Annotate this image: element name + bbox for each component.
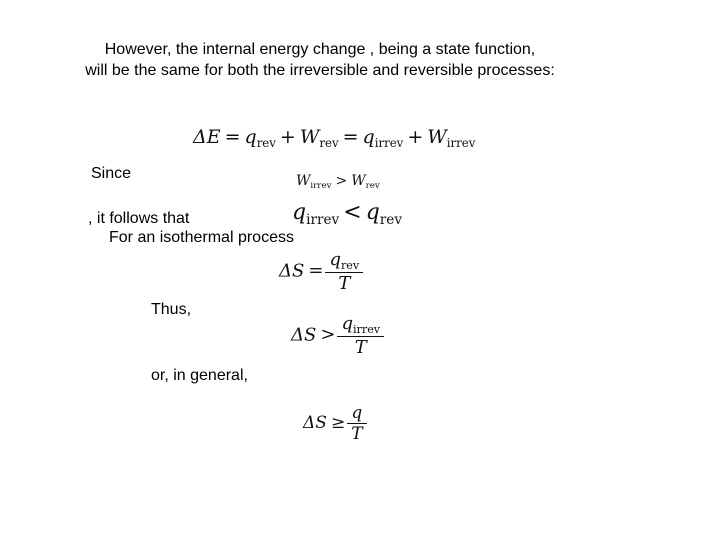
q-rev: q: [365, 200, 380, 225]
w-rev: W: [299, 126, 320, 148]
intro-line-1: However, the internal energy change , being a state function,: [104, 41, 536, 58]
entropy-reversible-equation: [279, 249, 361, 294]
temperature: T: [354, 336, 367, 358]
q-irrev-subscript: irrev: [374, 136, 404, 151]
denominator: [337, 336, 384, 358]
delta-s: ΔS: [279, 260, 305, 282]
w-irrev: W: [427, 126, 447, 148]
fraction: [349, 403, 364, 444]
q-irrev: q: [362, 126, 375, 148]
greater-than-sign: >: [335, 173, 348, 189]
numerator: [339, 313, 382, 336]
equals-sign: =: [224, 126, 241, 148]
intro-line-2: will be the same for both the irreversible and reversible processes:: [85, 62, 555, 79]
q-rev-subscript: rev: [256, 136, 276, 151]
w-rev-subscript: rev: [365, 181, 380, 192]
numerator: [327, 249, 361, 272]
w-irrev: W: [296, 173, 311, 189]
denominator: [347, 423, 366, 444]
q-irrev: q: [341, 313, 353, 334]
thus-label: Thus,: [151, 301, 192, 318]
fraction: [339, 313, 382, 358]
q-irrev-subscript: irrev: [306, 211, 340, 228]
q-rev: q: [329, 249, 341, 270]
q-irrev: q: [292, 200, 307, 225]
w-rev-subscript: rev: [319, 136, 339, 151]
energy-equation: [193, 126, 475, 150]
fraction: [327, 249, 361, 294]
w-irrev-subscript: irrev: [310, 181, 332, 192]
intro-paragraph: [0, 39, 640, 81]
follows-label: , it follows that: [88, 210, 190, 227]
equals-sign: =: [308, 260, 324, 282]
denominator: [325, 272, 363, 294]
isothermal-label: For an isothermal process: [109, 229, 294, 246]
heat-inequality: [292, 200, 402, 228]
temperature: T: [351, 424, 363, 444]
plus-sign: +: [279, 126, 296, 148]
less-than-sign: <: [343, 200, 362, 225]
temperature: T: [338, 272, 351, 294]
plus-sign: +: [407, 126, 424, 148]
q-rev-subscript: rev: [340, 258, 360, 272]
since-label: Since: [91, 165, 132, 182]
delta-s: ΔS: [291, 324, 317, 346]
q-rev-subscript: rev: [379, 211, 403, 228]
work-inequality: [296, 173, 380, 191]
delta-s: ΔS: [303, 413, 327, 433]
q-irrev-subscript: irrev: [352, 322, 381, 336]
greater-or-equal-sign: ≥: [330, 413, 346, 433]
w-irrev-subscript: irrev: [446, 136, 476, 151]
w-rev: W: [351, 173, 366, 189]
q-rev: q: [244, 126, 257, 148]
entropy-general-inequality: [303, 403, 365, 444]
greater-than-sign: >: [320, 324, 336, 346]
heat: q: [351, 403, 363, 423]
general-label: or, in general,: [151, 367, 248, 384]
entropy-irreversible-inequality: [291, 313, 382, 358]
numerator: [349, 403, 364, 423]
delta-e: ΔE: [193, 126, 221, 148]
equals-sign: =: [342, 126, 359, 148]
